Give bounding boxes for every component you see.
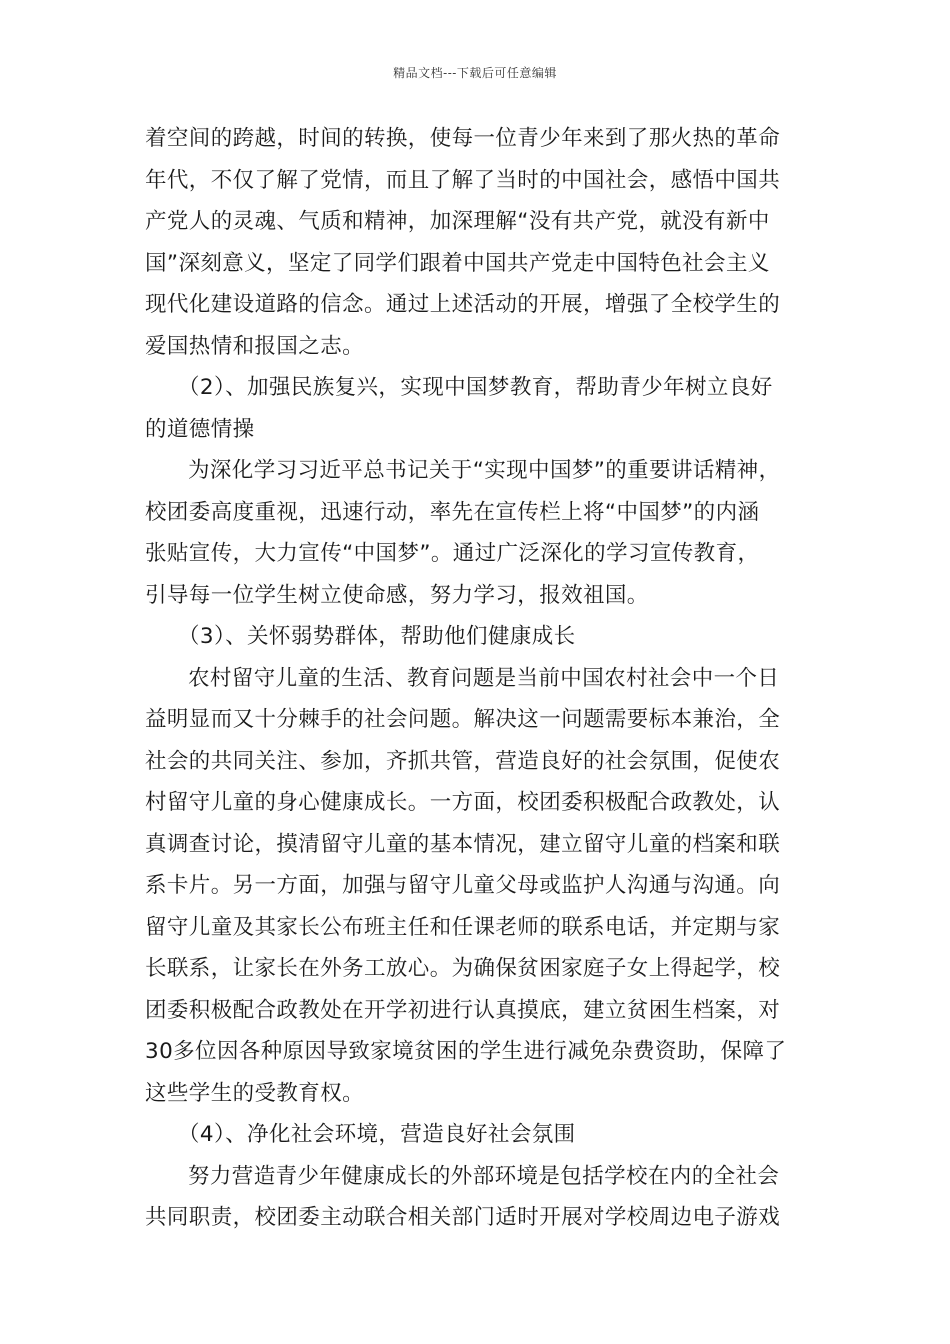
- section-heading-4: （4）、净化社会环境，营造良好社会氛围: [178, 1122, 576, 1147]
- page-header: 精品文档---下载后可任意编辑: [393, 66, 557, 80]
- text-line: 的道德情操: [145, 416, 255, 442]
- text-line: 校团委高度重视，迅速行动，率先在宣传栏上将“中国梦”的内涵: [145, 499, 760, 525]
- text-line: 农村留守儿童的生活、教育问题是当前中国农村社会中一个日: [188, 665, 780, 691]
- document-body: [145, 118, 810, 1239]
- text-line: 年代，不仅了解了党情，而且了解了当时的中国社会，感悟中国共: [145, 167, 781, 193]
- section-heading-2: （2）、加强民族复兴，实现中国梦教育，帮助青少年树立良好: [178, 375, 773, 400]
- text-line: 真调查讨论，摸清留守儿童的基本情况，建立留守儿童的档案和联: [145, 831, 781, 857]
- text-line: 30多位因各种原因导致家境贫困的学生进行减免杂费资助，保障了: [145, 1039, 787, 1064]
- text-line: 团委积极配合政教处在开学初进行认真摸底，建立贫困生档案，对: [145, 997, 781, 1023]
- text-line: 引导每一位学生树立使命感，努力学习，报效祖国。: [145, 582, 649, 608]
- text-line: 产党人的灵魂、气质和精神，加深理解“没有共产党，就没有新中: [145, 209, 770, 234]
- text-line: 村留守儿童的身心健康成长。一方面，校团委积极配合政教处，认: [145, 790, 781, 815]
- text-line: 这些学生的受教育权。: [145, 1080, 365, 1106]
- text-line: 留守儿童及其家长公布班主任和任课老师的联系电话，并定期与家: [145, 914, 781, 940]
- text-line: 努力营造青少年健康成长的外部环境是包括学校在内的全社会: [188, 1163, 780, 1189]
- section-heading-3: （3）、关怀弱势群体，帮助他们健康成长: [178, 624, 576, 649]
- text-line: 共同职责，校团委主动联合相关部门适时开展对学校周边电子游戏: [145, 1205, 781, 1230]
- text-line: 为深化学习习近平总书记关于“实现中国梦”的重要讲话精神，: [188, 458, 781, 483]
- text-line: 爱国热情和报国之志。: [145, 333, 365, 359]
- text-line: 着空间的跨越，时间的转换，使每一位青少年来到了那火热的革命: [145, 126, 781, 151]
- text-line: 长联系，让家长在外务工放心。为确保贫困家庭子女上得起学，校: [145, 956, 781, 981]
- text-line: 益明显而又十分棘手的社会问题。解决这一问题需要标本兼治，全: [145, 707, 781, 732]
- text-line: 系卡片。另一方面，加强与留守儿童父母或监护人沟通与沟通。向: [145, 873, 781, 898]
- text-line: 张贴宣传，大力宣传“中国梦”。通过广泛深化的学习宣传教育，: [145, 541, 760, 566]
- text-line: 社会的共同关注、参加，齐抓共管，营造良好的社会氛围，促使农: [145, 748, 781, 774]
- text-line: 现代化建设道路的信念。通过上述活动的开展，增强了全校学生的: [145, 292, 781, 317]
- text-line: 国”深刻意义，坚定了同学们跟着中国共产党走中国特色社会主义: [145, 250, 770, 276]
